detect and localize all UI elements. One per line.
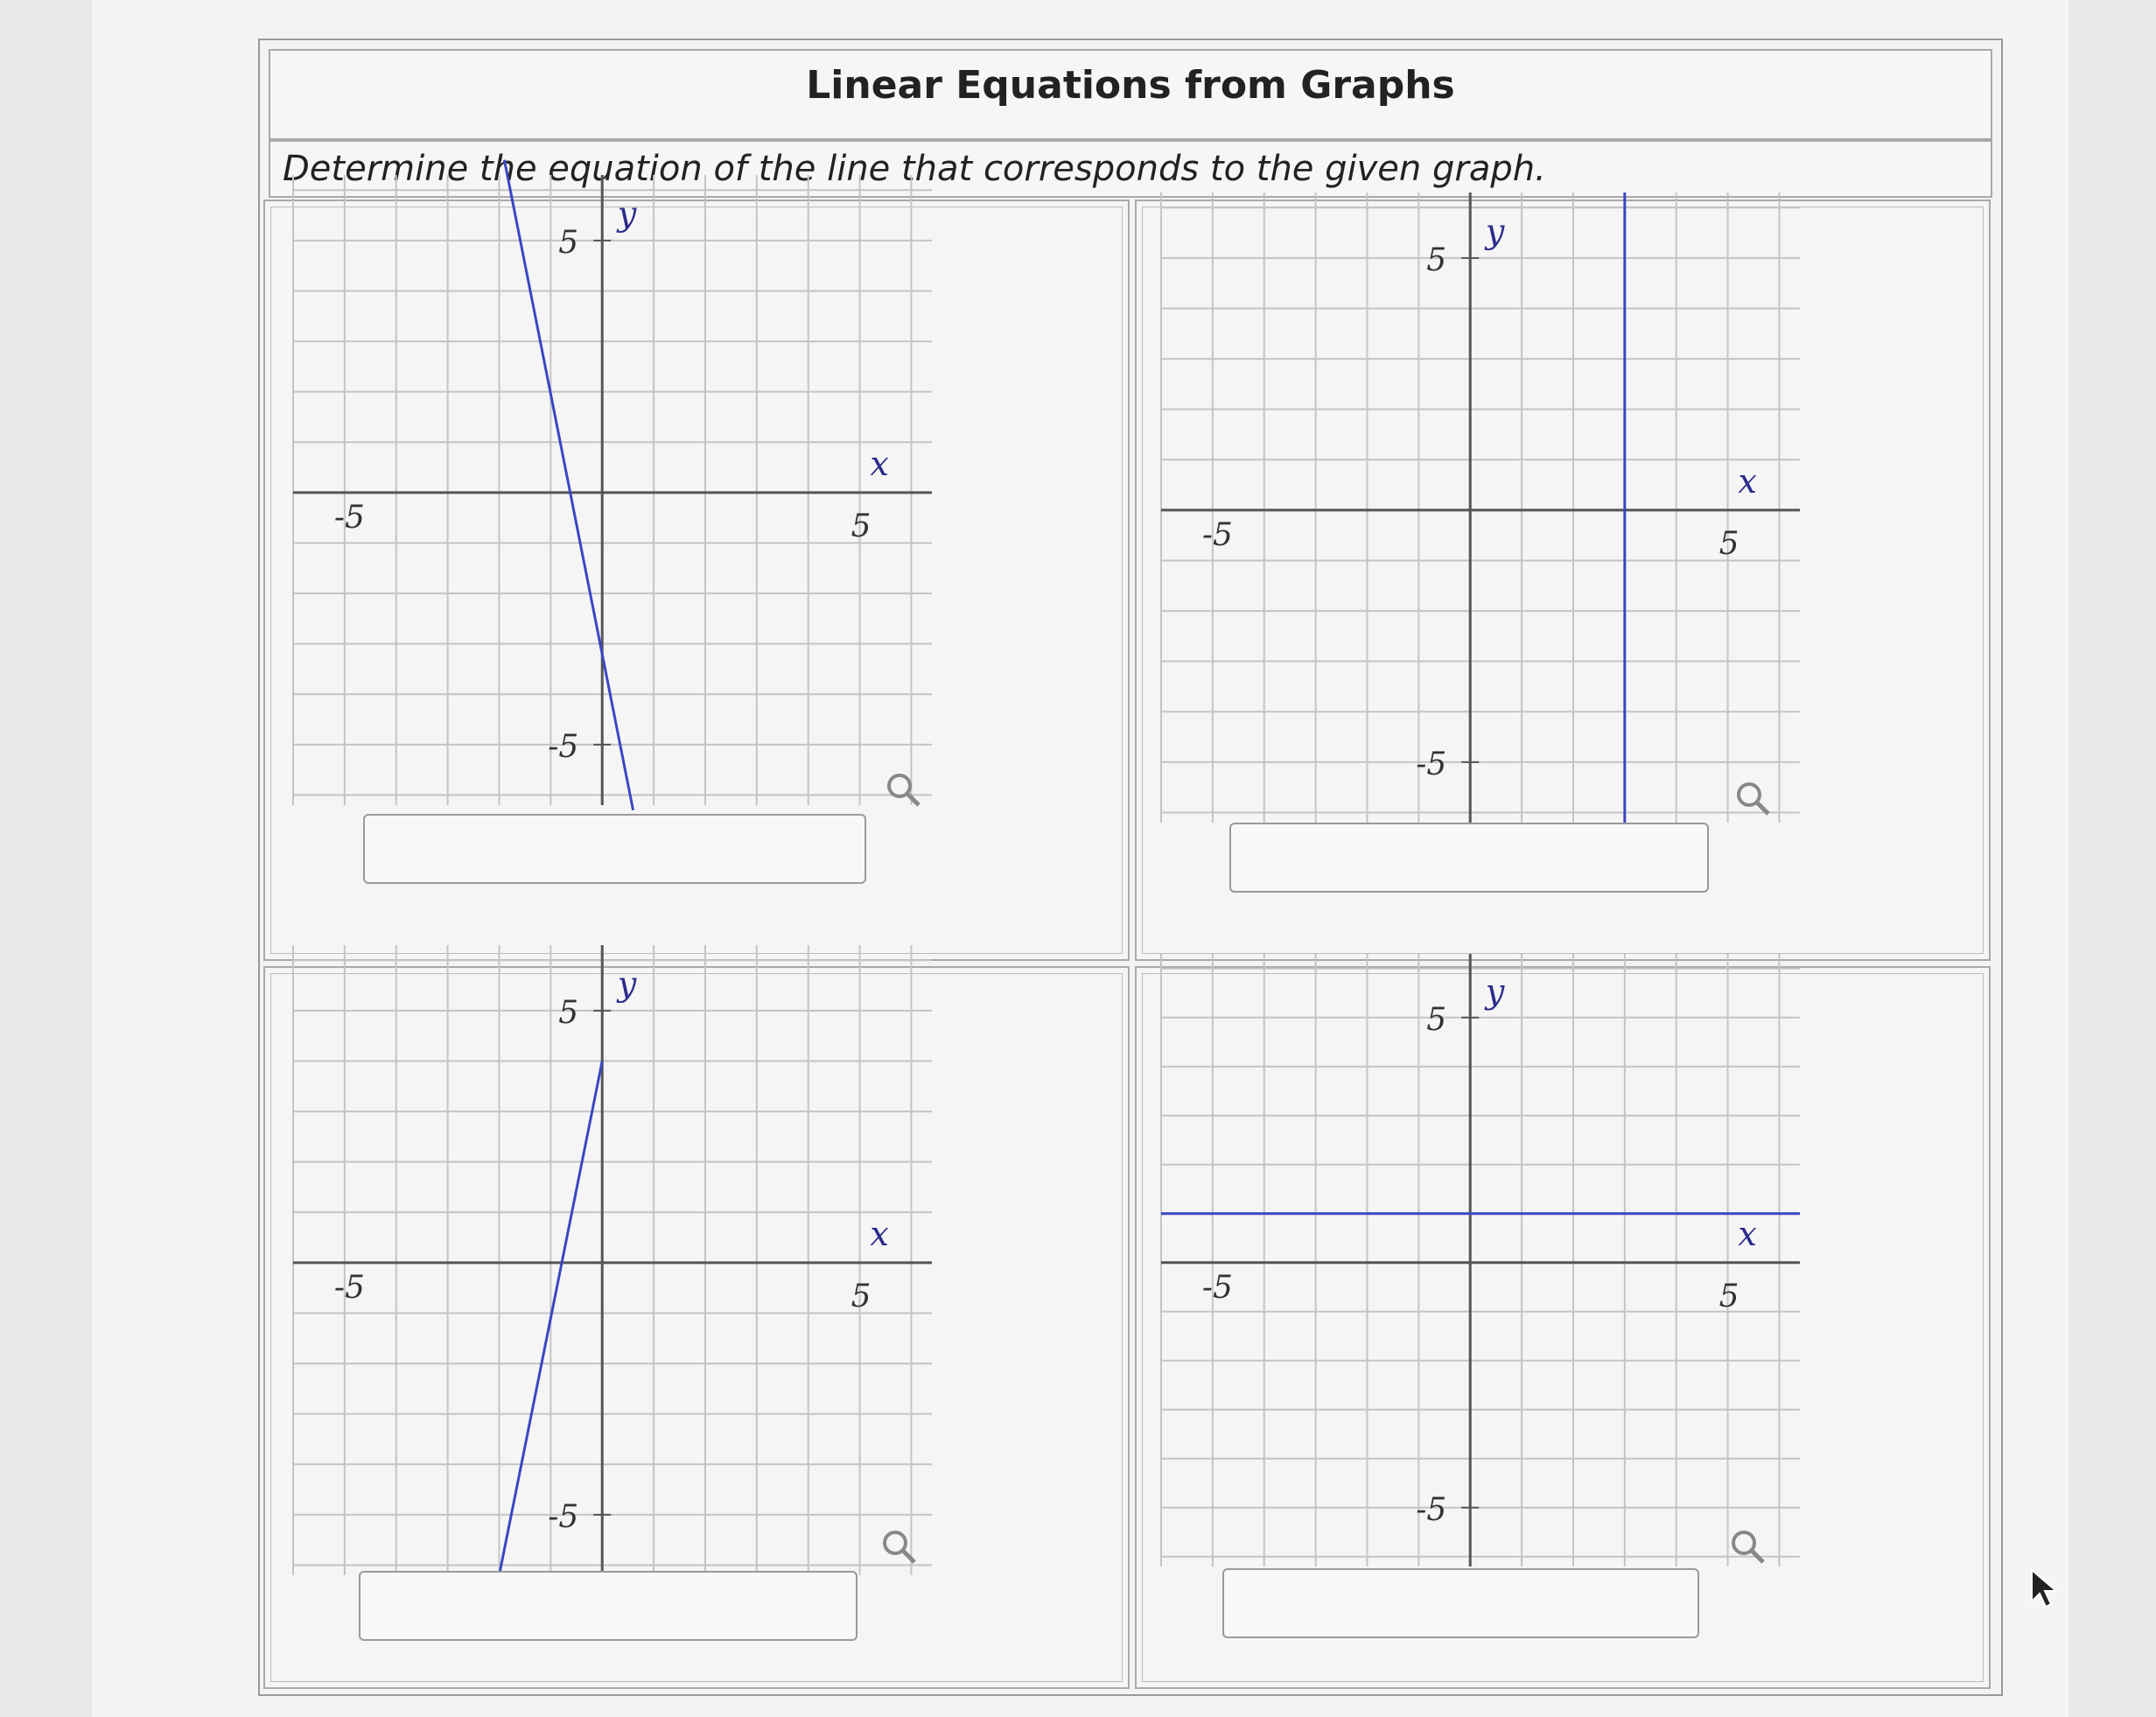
y-tick-label-min: -5 bbox=[1416, 1491, 1447, 1528]
coordinate-graph-2 bbox=[1161, 193, 1800, 823]
worksheet-page bbox=[92, 0, 2068, 1717]
x-tick-label-max: 5 bbox=[1718, 1278, 1740, 1314]
x-tick-label-min: -5 bbox=[333, 499, 365, 536]
instructions-text: Determine the equation of the line that corresponds to the given graph. bbox=[283, 149, 1546, 189]
y-tick-label-min: -5 bbox=[548, 1498, 579, 1535]
x-axis-label: x bbox=[870, 1214, 889, 1253]
x-tick-label-max: 5 bbox=[1718, 525, 1740, 562]
x-tick-label-min: -5 bbox=[1201, 1269, 1233, 1306]
zoom-icon[interactable] bbox=[1733, 779, 1774, 819]
zoom-icon[interactable] bbox=[879, 1527, 920, 1567]
y-tick-label-min: -5 bbox=[548, 728, 579, 765]
x-axis-label: x bbox=[1738, 1214, 1757, 1253]
x-axis-label: x bbox=[1738, 461, 1757, 501]
mouse-cursor-icon bbox=[2026, 1566, 2062, 1610]
coordinate-graph-3 bbox=[293, 945, 932, 1575]
y-tick-label-min: -5 bbox=[1416, 746, 1447, 782]
page-title: Linear Equations from Graphs bbox=[806, 63, 1455, 108]
answer-input-3[interactable] bbox=[359, 1571, 858, 1641]
x-axis-label: x bbox=[870, 444, 889, 483]
x-tick-label-max: 5 bbox=[850, 508, 872, 544]
y-axis-label: y bbox=[1485, 212, 1505, 251]
y-axis-label: y bbox=[617, 194, 637, 234]
y-axis-label: y bbox=[1485, 972, 1505, 1011]
zoom-icon[interactable] bbox=[1728, 1527, 1768, 1567]
answer-input-4[interactable] bbox=[1222, 1568, 1699, 1638]
x-tick-label-min: -5 bbox=[1201, 516, 1233, 553]
y-tick-label-max: 5 bbox=[558, 224, 579, 261]
zoom-icon[interactable] bbox=[884, 770, 924, 810]
x-tick-label-max: 5 bbox=[850, 1278, 872, 1314]
answer-input-2[interactable] bbox=[1229, 823, 1709, 893]
graph-2-svg bbox=[1161, 193, 1800, 823]
title-bar bbox=[269, 49, 1992, 140]
y-tick-label-max: 5 bbox=[1426, 1001, 1447, 1038]
answer-input-1[interactable] bbox=[363, 814, 866, 884]
y-axis-label: y bbox=[617, 964, 637, 1004]
graph-1-svg bbox=[293, 175, 932, 805]
graph-3-svg bbox=[293, 945, 932, 1575]
coordinate-graph-4 bbox=[1161, 954, 1800, 1566]
y-tick-label-max: 5 bbox=[558, 994, 579, 1031]
coordinate-graph-1 bbox=[293, 175, 932, 805]
y-tick-label-max: 5 bbox=[1426, 242, 1447, 278]
x-tick-label-min: -5 bbox=[333, 1269, 365, 1306]
graph-4-svg bbox=[1161, 954, 1800, 1566]
